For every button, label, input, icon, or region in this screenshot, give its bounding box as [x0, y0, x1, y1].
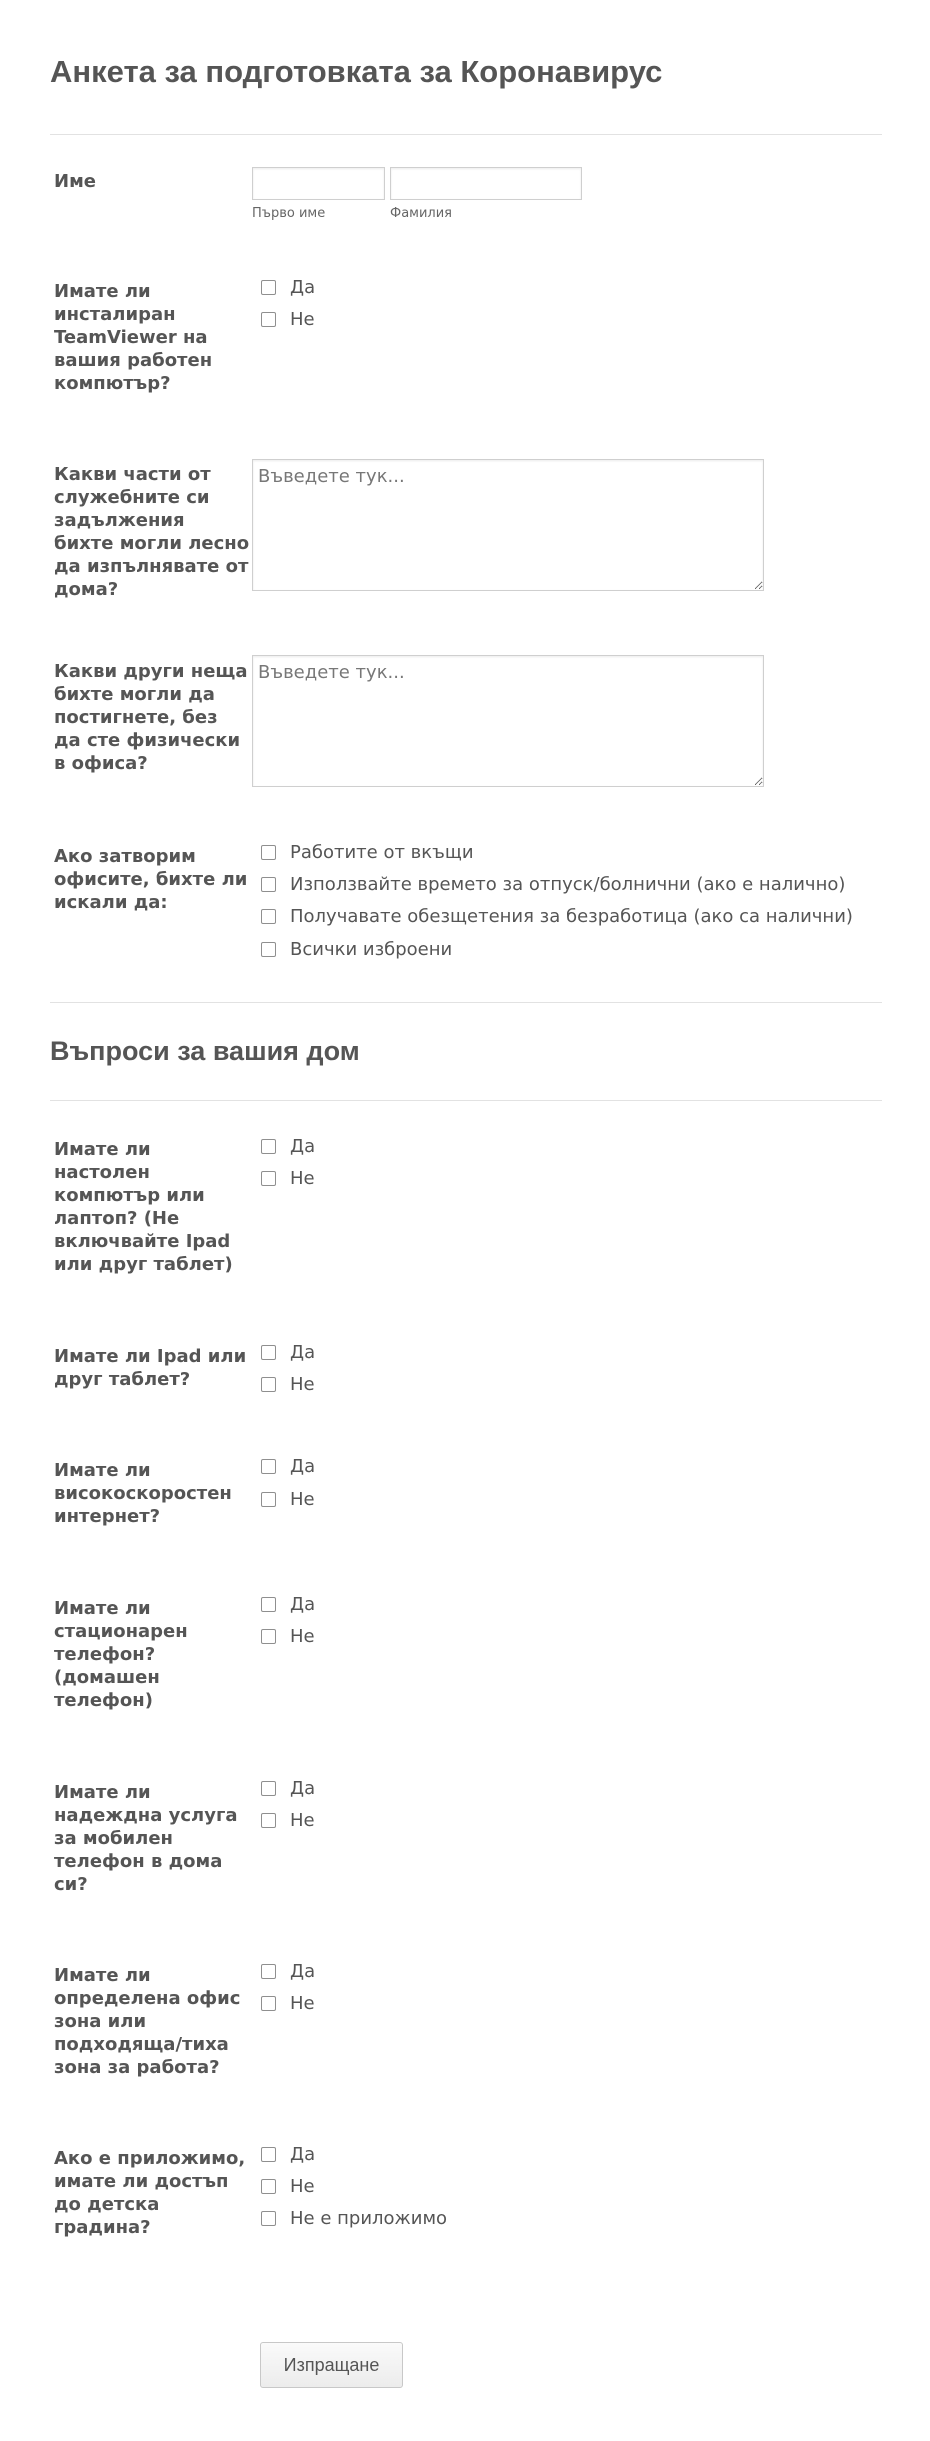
landline-no-checkbox[interactable] — [261, 1629, 276, 1644]
duties-label: Какви части от служебните си задължения бихте могли лесно да изпълнявате от дома? — [54, 464, 250, 600]
landline-label: Имате ли стационарен телефон? (домашен телефон) — [54, 1598, 188, 1711]
internet-option-no[interactable] — [261, 1486, 315, 1512]
option-label: Да — [290, 1455, 316, 1477]
header-divider — [50, 134, 882, 135]
option-label: Не — [290, 308, 315, 330]
office-zone-option-yes[interactable] — [261, 1958, 315, 1984]
option-label: Всички изброени — [290, 938, 453, 960]
option-label: Да — [290, 276, 316, 298]
desktop-option-no[interactable] — [261, 1165, 315, 1191]
option-label: Използвайте времето за отпуск/болнични (ако е налично) — [290, 873, 846, 895]
tablet-yes-checkbox[interactable] — [261, 1345, 276, 1360]
teamviewer-no-checkbox[interactable] — [261, 312, 276, 327]
close-offices-option-unemployment[interactable] — [261, 903, 853, 929]
desktop-yes-checkbox[interactable] — [261, 1139, 276, 1154]
teamviewer-label: Имате ли инсталиран TeamViewer на вашия работен компютър? — [54, 281, 213, 394]
option-label: Да — [290, 1341, 316, 1363]
last-name-sublabel: Фамилия — [390, 206, 452, 221]
childcare-no-checkbox[interactable] — [261, 2179, 276, 2194]
teamviewer-option-yes[interactable] — [261, 274, 315, 300]
teamviewer-option-no[interactable] — [261, 306, 315, 332]
option-label: Не — [290, 1809, 315, 1831]
desktop-label: Имате ли настолен компютър или лаптоп? (Не включвайте Ipad или друг таблет) — [54, 1139, 233, 1275]
mobile-no-checkbox[interactable] — [261, 1813, 276, 1828]
close-offices-option-leave[interactable] — [261, 871, 845, 897]
tablet-label: Имате ли Ipad или друг таблет? — [54, 1346, 247, 1390]
option-label: Да — [290, 1777, 316, 1799]
teamviewer-yes-checkbox[interactable] — [261, 280, 276, 295]
option-label: Не — [290, 2175, 315, 2197]
internet-label: Имате ли високоскоростен интернет? — [54, 1460, 232, 1527]
form-title: Анкета за подготовката за Коронавирус — [50, 54, 663, 89]
other-things-textarea[interactable] — [252, 655, 764, 787]
tablet-no-checkbox[interactable] — [261, 1377, 276, 1392]
landline-yes-checkbox[interactable] — [261, 1597, 276, 1612]
other-things-label: Какви други неща бихте могли да постигнете, без да сте физически в офиса? — [54, 661, 248, 774]
submit-button[interactable]: Изпращане — [260, 2342, 403, 2388]
mobile-yes-checkbox[interactable] — [261, 1781, 276, 1796]
childcare-option-na[interactable] — [261, 2205, 447, 2231]
option-label: Работите от вкъщи — [290, 841, 474, 863]
tablet-option-no[interactable] — [261, 1371, 315, 1397]
option-label: Да — [290, 1593, 316, 1615]
desktop-option-yes[interactable] — [261, 1133, 315, 1159]
option-label: Да — [290, 1960, 316, 1982]
option-label: Не е приложимо — [290, 2207, 448, 2229]
option-label: Да — [290, 1135, 316, 1157]
first-name-input[interactable] — [252, 167, 385, 200]
office-zone-option-no[interactable] — [261, 1990, 315, 2016]
childcare-option-yes[interactable] — [261, 2141, 315, 2167]
work-home-checkbox[interactable] — [261, 845, 276, 860]
childcare-label: Ако е приложимо, имате ли достъп до детска градина? — [54, 2148, 246, 2238]
office-zone-no-checkbox[interactable] — [261, 1996, 276, 2011]
internet-yes-checkbox[interactable] — [261, 1459, 276, 1474]
unemployment-checkbox[interactable] — [261, 909, 276, 924]
last-name-input[interactable] — [390, 167, 582, 200]
section-divider-top — [50, 1002, 882, 1003]
section-divider-bottom — [50, 1100, 882, 1101]
internet-no-checkbox[interactable] — [261, 1492, 276, 1507]
close-offices-option-all[interactable] — [261, 936, 452, 962]
childcare-na-checkbox[interactable] — [261, 2211, 276, 2226]
close-offices-option-work-home[interactable] — [261, 839, 474, 865]
duties-textarea[interactable] — [252, 459, 764, 591]
office-zone-label: Имате ли определена офис зона или подходяща/тиха зона за работа? — [54, 1965, 241, 2078]
mobile-option-no[interactable] — [261, 1807, 315, 1833]
office-zone-yes-checkbox[interactable] — [261, 1964, 276, 1979]
landline-option-yes[interactable] — [261, 1591, 315, 1617]
desktop-no-checkbox[interactable] — [261, 1171, 276, 1186]
internet-option-yes[interactable] — [261, 1453, 315, 1479]
option-label: Не — [290, 1373, 315, 1395]
childcare-option-no[interactable] — [261, 2173, 315, 2199]
option-label: Получавате обезщетения за безработица (ако са налични) — [290, 905, 853, 927]
option-label: Не — [290, 1167, 315, 1189]
leave-checkbox[interactable] — [261, 877, 276, 892]
first-name-sublabel: Първо име — [252, 206, 326, 221]
option-label: Не — [290, 1625, 315, 1647]
mobile-option-yes[interactable] — [261, 1775, 315, 1801]
childcare-yes-checkbox[interactable] — [261, 2147, 276, 2162]
close-offices-label: Ако затворим офисите, бихте ли искали да: — [54, 846, 248, 913]
all-checkbox[interactable] — [261, 942, 276, 957]
option-label: Да — [290, 2143, 316, 2165]
mobile-label: Имате ли надеждна услуга за мобилен телефон в дома си? — [54, 1782, 238, 1895]
landline-option-no[interactable] — [261, 1623, 315, 1649]
option-label: Не — [290, 1992, 315, 2014]
name-label: Име — [54, 171, 96, 192]
option-label: Не — [290, 1488, 315, 1510]
tablet-option-yes[interactable] — [261, 1339, 315, 1365]
home-section-title: Въпроси за вашия дом — [50, 1036, 360, 1066]
